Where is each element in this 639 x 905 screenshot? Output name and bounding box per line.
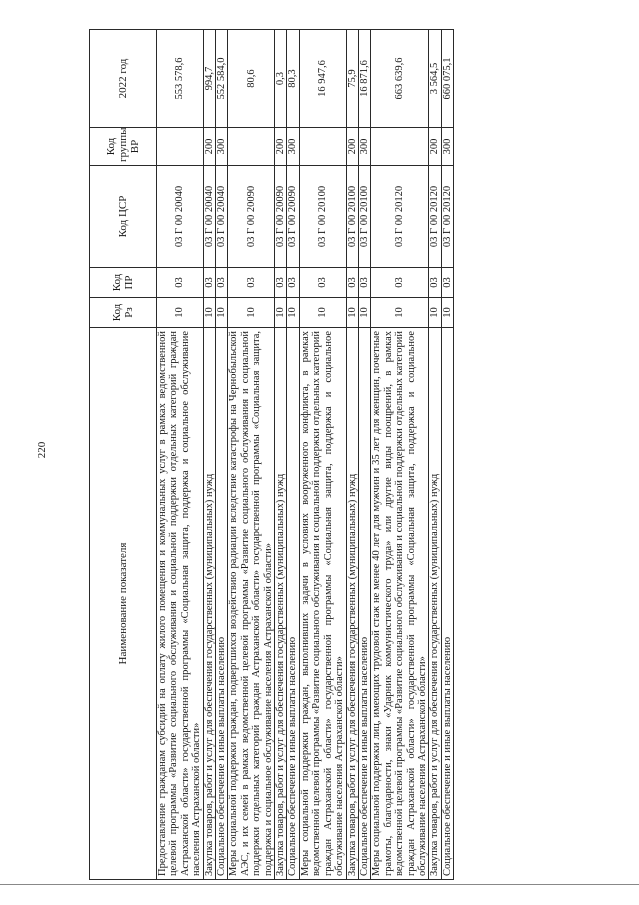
row-pr: 03 <box>228 268 275 298</box>
header-name: Наименование показателя <box>90 328 157 880</box>
row-name: Закупка товаров, работ и услуг для обеспечения государственных (муниципальных) нужд <box>203 328 215 880</box>
row-value: 663 639,6 <box>371 30 429 128</box>
row-rz: 10 <box>203 298 215 328</box>
row-csr: 03 Г 00 20120 <box>441 166 453 268</box>
header-pr: Код ПР <box>90 268 157 298</box>
row-rz: 10 <box>275 298 287 328</box>
row-pr: 03 <box>299 268 346 298</box>
row-csr: 03 Г 00 20090 <box>275 166 287 268</box>
row-value: 3 564,5 <box>429 30 441 128</box>
table-row <box>228 30 275 880</box>
row-rz: 10 <box>299 298 346 328</box>
row-name: Закупка товаров, работ и услуг для обеспечения государственных (муниципальных) нужд <box>429 328 441 880</box>
row-name: Социальное обеспечение и иные выплаты населению <box>441 328 453 880</box>
row-vr: 300 <box>441 128 453 166</box>
row-rz: 10 <box>216 298 228 328</box>
row-rz: 10 <box>346 298 358 328</box>
row-value: 552 584,0 <box>216 30 228 128</box>
row-csr: 03 Г 00 20040 <box>157 166 204 268</box>
table-row <box>275 30 287 880</box>
page-number: 220 <box>36 441 48 459</box>
row-value: 660 075,1 <box>441 30 453 128</box>
row-pr: 03 <box>429 268 441 298</box>
header-vr: Код группы ВР <box>90 128 157 166</box>
row-name: Предоставление гражданам субсидий на оплату жилого помещения и коммунальных услуг в рамках ведомственной целевой программы «Развитие социального обслуживания и социальной поддержки отдельных категорий граждан Астраханской области» государственной программы «Социальная защита, поддержка и социальное обслуживание населения Астраханской области» <box>157 328 204 880</box>
row-pr: 03 <box>275 268 287 298</box>
table-row <box>441 30 453 880</box>
budget-table <box>89 29 454 880</box>
row-value: 553 578,6 <box>157 30 204 128</box>
row-vr <box>371 128 429 166</box>
table-row <box>429 30 441 880</box>
row-name: Меры социальной поддержки лиц, имеющих трудовой стаж не менее 40 лет для мужчин и 35 лет для женщин, почетные грамоты, благодарности, знаки «Ударник коммунистического труда» или другие виды поощрений, в рамках ведомственной целевой программы «Развитие социального обслуживания и социальной поддержки отдельных категорий граждан Астраханской области» государственной программы «Социальная защита, поддержка и социальное обслуживание населения Астраханской области» <box>371 328 429 880</box>
header-rz: Код Рз <box>90 298 157 328</box>
row-pr: 03 <box>203 268 215 298</box>
row-pr: 03 <box>346 268 358 298</box>
row-csr: 03 Г 00 20040 <box>203 166 215 268</box>
table-row <box>157 30 204 880</box>
row-value: 75,9 <box>346 30 358 128</box>
row-csr: 03 Г 00 20100 <box>346 166 358 268</box>
row-value: 16 947,6 <box>299 30 346 128</box>
row-pr: 03 <box>371 268 429 298</box>
row-csr: 03 Г 00 20040 <box>216 166 228 268</box>
header-csr: Код ЦСР <box>90 166 157 268</box>
row-name: Закупка товаров, работ и услуг для обеспечения государственных (муниципальных) нужд <box>275 328 287 880</box>
row-pr: 03 <box>157 268 204 298</box>
row-vr: 200 <box>203 128 215 166</box>
row-csr: 03 Г 00 20090 <box>228 166 275 268</box>
row-pr: 03 <box>358 268 370 298</box>
row-name: Социальное обеспечение и иные выплаты населению <box>358 328 370 880</box>
row-pr: 03 <box>216 268 228 298</box>
row-name: Социальное обеспечение и иные выплаты населению <box>216 328 228 880</box>
row-pr: 03 <box>441 268 453 298</box>
row-rz: 10 <box>371 298 429 328</box>
row-value: 0,3 <box>275 30 287 128</box>
row-name: Социальное обеспечение и иные выплаты населению <box>287 328 299 880</box>
row-csr: 03 Г 00 20100 <box>299 166 346 268</box>
row-name: Закупка товаров, работ и услуг для обеспечения государственных (муниципальных) нужд <box>346 328 358 880</box>
row-rz: 10 <box>429 298 441 328</box>
row-vr: 200 <box>275 128 287 166</box>
header-year: 2022 год <box>90 30 157 128</box>
table-row <box>216 30 228 880</box>
row-vr: 200 <box>429 128 441 166</box>
row-vr <box>228 128 275 166</box>
row-rz: 10 <box>228 298 275 328</box>
table-row <box>287 30 299 880</box>
table-row <box>371 30 429 880</box>
table-row <box>203 30 215 880</box>
row-pr: 03 <box>287 268 299 298</box>
row-name: Меры социальной поддержки граждан, выполнивших задачи в условиях вооруженного конфликта, в рамках ведомственной целевой программы «Развитие социального обслуживания и социальной поддержки отдельных категорий граждан Астраханской области» государственной программы «Социальная защита, поддержка и социальное обслуживание населения Астраханской области» <box>299 328 346 880</box>
row-csr: 03 Г 00 20100 <box>358 166 370 268</box>
row-vr <box>157 128 204 166</box>
row-vr: 300 <box>216 128 228 166</box>
table-row <box>358 30 370 880</box>
row-csr: 03 Г 00 20120 <box>371 166 429 268</box>
row-value: 80,3 <box>287 30 299 128</box>
row-vr: 300 <box>358 128 370 166</box>
table-header-row <box>90 30 157 880</box>
row-vr: 300 <box>287 128 299 166</box>
row-rz: 10 <box>157 298 204 328</box>
table-row <box>299 30 346 880</box>
row-value: 16 871,6 <box>358 30 370 128</box>
row-rz: 10 <box>287 298 299 328</box>
row-name: Меры социальной поддержки граждан, подвергшихся воздействию радиации вследствие катастрофы на Чернобыльской АЭС, и их семей в рамках ведомственной целевой программы «Развитие социального обслуживания и социальной поддержки отдельных категорий граждан Астраханской области» государственной программы «Социальная защита, поддержка и социальное обслуживание населения Астраханской области» <box>228 328 275 880</box>
row-csr: 03 Г 00 20090 <box>287 166 299 268</box>
row-rz: 10 <box>358 298 370 328</box>
budget-table-container <box>89 30 609 880</box>
table-row <box>346 30 358 880</box>
row-csr: 03 Г 00 20120 <box>429 166 441 268</box>
row-value: 80,6 <box>228 30 275 128</box>
row-rz: 10 <box>441 298 453 328</box>
row-vr: 200 <box>346 128 358 166</box>
row-value: 994,7 <box>203 30 215 128</box>
row-vr <box>299 128 346 166</box>
bottom-divider <box>0 884 639 885</box>
